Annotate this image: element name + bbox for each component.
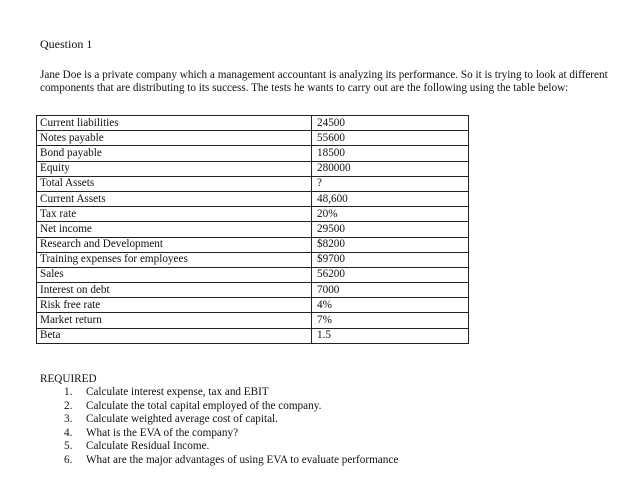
row-value: $9700 <box>312 252 469 267</box>
row-label: Current Assets <box>37 191 312 206</box>
row-label: Bond payable <box>37 146 312 161</box>
row-label: Beta <box>37 328 312 343</box>
row-label: Market return <box>37 313 312 328</box>
row-label: Research and Development <box>37 237 312 252</box>
required-item-text: Calculate Residual Income. <box>86 440 210 453</box>
required-item <box>40 440 398 454</box>
table-row <box>37 298 469 313</box>
required-item-number: 1. <box>64 386 73 398</box>
table-row <box>37 191 469 206</box>
required-item <box>40 400 398 414</box>
table-row <box>37 283 469 298</box>
table-row <box>37 237 469 252</box>
required-item-number: 2. <box>64 399 73 412</box>
row-label: Equity <box>37 161 312 176</box>
row-value: 280000 <box>312 161 469 176</box>
row-label: Total Assets <box>37 176 312 191</box>
required-item <box>40 386 398 400</box>
row-label: Sales <box>37 267 312 282</box>
required-item-number: 3. <box>64 413 73 426</box>
required-item-text: Calculate the total capital employed of the company. <box>86 399 322 412</box>
table-row <box>37 146 469 161</box>
row-label: Interest on debt <box>37 283 312 298</box>
row-label: Current liabilities <box>37 116 312 131</box>
row-value: 24500 <box>312 116 469 131</box>
required-item-number: 4. <box>64 426 73 439</box>
table-row <box>37 267 469 282</box>
row-value: $8200 <box>312 237 469 252</box>
table-row <box>37 116 469 131</box>
row-label: Risk free rate <box>37 298 312 313</box>
question-intro: Jane Doe is a private company which a management accountant is analyzing its performance. So it is trying to look at different components that are distributing to its success. The tests he wants to carry out are the following using the table below: <box>40 69 608 94</box>
required-heading: REQUIRED <box>40 373 97 385</box>
question-title: Question 1 <box>40 37 93 51</box>
required-item-text: What is the EVA of the company? <box>86 426 239 439</box>
row-value: 18500 <box>312 146 469 161</box>
table-row <box>37 161 469 176</box>
required-item <box>40 427 398 441</box>
row-value: 48,600 <box>312 191 469 206</box>
table-row <box>37 252 469 267</box>
row-label: Tax rate <box>37 207 312 222</box>
row-value: 55600 <box>312 131 469 146</box>
table-row <box>37 328 469 343</box>
row-value: 1.5 <box>312 328 469 343</box>
row-value: 29500 <box>312 222 469 237</box>
required-item-text: Calculate interest expense, tax and EBIT <box>86 386 269 398</box>
table-row <box>37 222 469 237</box>
row-value: 4% <box>312 298 469 313</box>
row-label: Training expenses for employees <box>37 252 312 267</box>
required-item-text: Calculate weighted average cost of capital. <box>86 413 278 426</box>
row-value: 7000 <box>312 283 469 298</box>
required-item-number: 5. <box>64 440 73 453</box>
required-item-text: What are the major advantages of using EVA to evaluate performance <box>86 453 399 466</box>
data-table <box>36 115 469 344</box>
row-value: 20% <box>312 207 469 222</box>
required-item <box>40 454 398 468</box>
row-value: 7% <box>312 313 469 328</box>
table-row <box>37 313 469 328</box>
required-item <box>40 413 398 427</box>
row-value: 56200 <box>312 267 469 282</box>
required-item-number: 6. <box>64 453 73 466</box>
required-list <box>40 386 398 468</box>
row-label: Notes payable <box>37 131 312 146</box>
table-row <box>37 207 469 222</box>
table-row <box>37 176 469 191</box>
row-label: Net income <box>37 222 312 237</box>
row-value: ? <box>312 176 469 191</box>
table-row <box>37 131 469 146</box>
required-section <box>40 373 398 468</box>
